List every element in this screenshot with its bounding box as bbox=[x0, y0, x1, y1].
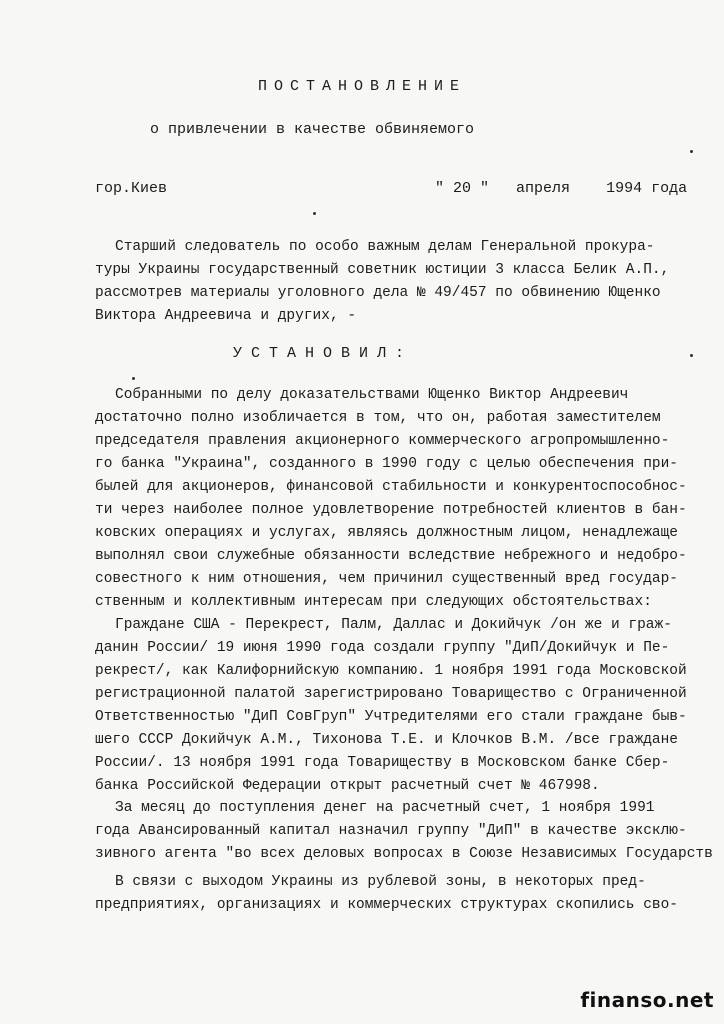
text-line: Собранными по делу доказательствами Ющенко Виктор Андреевич bbox=[115, 387, 629, 403]
text-line: За месяц до поступления денег на расчетный счет, 1 ноября 1991 bbox=[115, 800, 655, 816]
paragraph-2 bbox=[95, 614, 687, 798]
city: гор.Киев bbox=[95, 180, 168, 197]
watermark: finanso.net bbox=[580, 988, 714, 1012]
scan-speck bbox=[690, 150, 693, 153]
text-line: Виктора Андреевича и других, - bbox=[95, 308, 357, 324]
text-line: рассмотрев материалы уголовного дела № 49/457 по обвинению Ющенко bbox=[95, 285, 661, 301]
paragraph-3 bbox=[95, 797, 713, 866]
text-line: выполнял свои служебные обязанности вследствие небрежного и недобро- bbox=[95, 548, 687, 564]
text-line: регистрационной палатой зарегистрировано Товарищество с Ограниченной bbox=[95, 686, 687, 702]
scan-speck bbox=[690, 354, 693, 357]
text-line: ковских операциях и услугах, являясь должностным лицом, ненадлежаще bbox=[95, 525, 678, 541]
date-day: " 20 " bbox=[435, 180, 490, 197]
text-line: былей для акционеров, финансовой стабильности и конкурентоспособнос- bbox=[95, 479, 687, 495]
text-line: данин России/ 19 июня 1990 года создали группу "ДиП/Докийчук и Пе- bbox=[95, 640, 670, 656]
text-line: туры Украины государственный советник юстиции 3 класса Белик А.П., bbox=[95, 262, 670, 278]
text-line: председателя правления акционерного коммерческого агропромышленно- bbox=[95, 433, 670, 449]
established-heading: УСТАНОВИЛ: bbox=[233, 345, 414, 362]
text-line: рекрест/, как Калифорнийскую компанию. 1 ноября 1991 года Московской bbox=[95, 663, 687, 679]
scan-speck bbox=[313, 212, 316, 215]
text-line: предприятиях, организациях и коммерческих структурах скопились сво- bbox=[95, 897, 678, 913]
scan-speck bbox=[132, 377, 135, 380]
document-subtitle: о привлечении в качестве обвиняемого bbox=[150, 121, 475, 138]
text-line: го банка "Украина", созданного в 1990 году с целью обеспечения при- bbox=[95, 456, 678, 472]
text-line: В связи с выходом Украины из рублевой зоны, в некоторых пред- bbox=[115, 874, 646, 890]
paragraph-4 bbox=[95, 871, 680, 917]
date-month: апреля bbox=[516, 180, 571, 197]
document-title: ПОСТАНОВЛЕНИЕ bbox=[257, 78, 467, 95]
text-line: достаточно полно изобличается в том, что он, работая заместителем bbox=[95, 410, 661, 426]
text-line: ственным и коллективным интересам при следующих обстоятельствах: bbox=[95, 594, 652, 610]
text-line: России/. 13 ноября 1991 года Товариществу в Московском банке Сбер- bbox=[95, 755, 670, 771]
text-line: совестного к ним отношения, чем причинил существенный вред государ- bbox=[95, 571, 678, 587]
text-line: ти через наиболее полное удовлетворение потребностей клиентов в бан- bbox=[95, 502, 687, 518]
intro-paragraph bbox=[95, 236, 680, 328]
paragraph-1 bbox=[95, 384, 687, 614]
text-line: Старший следователь по особо важным делам Генеральной прокура- bbox=[115, 239, 655, 255]
date-year: 1994 года bbox=[606, 180, 688, 197]
text-line: зивного агента "во всех деловых вопросах в Союзе Независимых Государств bbox=[95, 846, 713, 862]
text-line: банка Российской Федерации открыт расчетный счет № 467998. bbox=[95, 778, 600, 794]
text-line: Граждане США - Перекрест, Палм, Даллас и Докийчук /он же и граж- bbox=[115, 617, 672, 633]
text-line: шего СССР Докийчук А.М., Тихонова Т.Е. и Клочков В.М. /все граждане bbox=[95, 732, 678, 748]
text-line: Ответственностью "ДиП СовГруп" Учтредителями его стали граждане быв- bbox=[95, 709, 687, 725]
document-date bbox=[435, 180, 687, 197]
text-line: года Авансированный капитал назначил группу "ДиП" в качестве эксклю- bbox=[95, 823, 687, 839]
